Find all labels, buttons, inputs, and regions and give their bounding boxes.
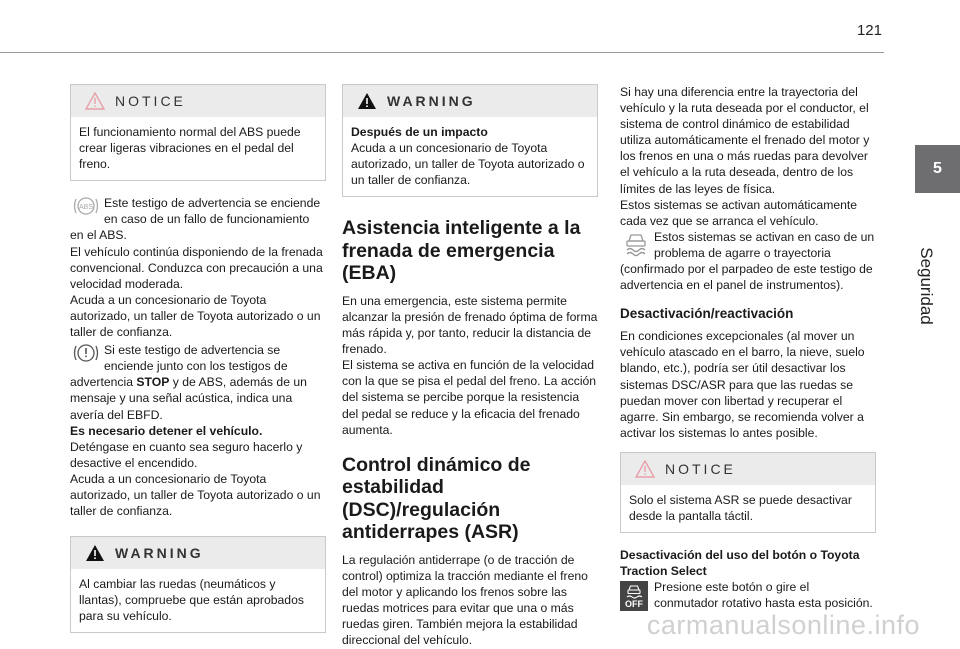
eba-text-2: El sistema se activa en función de la velocidad con la que se pisa el pedal del freno. La acción del sistema se percibe porque la resistencia del pedal se reduce y la eficacia del frenado aumenta.: [342, 358, 597, 437]
brake-warning-light-icon: [70, 342, 102, 372]
page-number: 121: [856, 22, 882, 39]
stop-label: STOP: [136, 375, 170, 390]
abs-warning-text: Este testigo de advertencia se enciende en caso de un fallo de funcionamiento en el ABS.: [70, 196, 321, 243]
dsc-indicator-text: Estos sistemas se activan en caso de un problema de agarre o trayectoria (confirmado por el parpadeo de este testigo de advertencia en el panel de instrumentos).: [620, 229, 875, 293]
watermark-text: carmanualsonline.info: [646, 610, 920, 640]
traction-select-title: Desactivación del uso del botón o Toyota Traction Select: [620, 548, 860, 579]
notice-box-abs: [70, 84, 326, 181]
abs-warning-paragraph: [70, 195, 326, 340]
chapter-number-tab[interactable]: 5: [915, 145, 960, 193]
header-rule: [0, 52, 884, 53]
notice-box-header: [621, 453, 875, 485]
dsc-section-title: Control dinámico de estabilidad (DSC)/regulación antiderrapes (ASR): [342, 453, 531, 544]
notice-title: NOTICE: [665, 460, 736, 477]
warning-box-header: [71, 537, 325, 569]
eba-section-title: Asistencia inteligente a la frenada de emergencia (EBA): [342, 217, 581, 285]
deactivation-title: Desactivación/reactivación: [620, 306, 794, 322]
stop-heading: Es necesario detener el vehículo.: [70, 423, 263, 438]
traction-select-text: Presione este botón o gire el conmutador rotativo hasta esta posición.: [654, 580, 873, 611]
dsc-text: La regulación antiderrape (o de tracción de control) optimiza la tracción mediante el freno del motor y aplicando los frenos sobre las ruedas motrices para evitar que una o más ruedas giren. También mejora la estabilidad direccional del vehículo.: [342, 552, 588, 648]
warning-triangle-icon: [357, 92, 377, 110]
notice-title: NOTICE: [115, 92, 186, 109]
dsc-trajectory-text: Si hay una diferencia entre la trayectoria del vehículo y la ruta deseada por el conductor, el sistema de control dinámico de estabilidad utiliza automáticamente el frenado del motor y los frenos en una o más ruedas para devolver el vehículo a la ruta deseada, dentro de los límites de las leyes de física.: [620, 85, 870, 196]
stability-control-light-icon: [620, 229, 652, 259]
notice-text: El funcionamiento normal del ABS puede crear ligeras vibraciones en el pedal del freno.: [79, 125, 301, 172]
warning-triangle-icon: [85, 544, 105, 562]
dsc-off-button-icon: [620, 581, 648, 611]
traction-select-paragraph: [620, 579, 876, 611]
dsc-indicator-paragraph: [620, 229, 876, 293]
column-2: [342, 84, 598, 648]
warning-box-header: [343, 85, 597, 117]
chapter-title: Seguridad: [917, 247, 936, 325]
impact-heading: Después de un impacto: [351, 125, 488, 139]
svg-text:ABS: ABS: [78, 204, 94, 212]
notice-triangle-icon: [85, 92, 105, 110]
dsc-auto-text: Estos sistemas se activan automáticamente cada vez que se arranca el vehículo.: [620, 197, 858, 228]
stop-text: Deténgase en cuanto sea seguro hacerlo y desactive el encendido.: [70, 439, 303, 470]
warning-box-wheels: [70, 536, 326, 633]
eba-text: En una emergencia, este sistema permite alcanzar la presión de frenado óptima de forma más rápida y, por tanto, reducir la distancia de frenado.: [342, 293, 598, 357]
column-3: [620, 84, 876, 611]
impact-text: Acuda a un concesionario de Toyota autorizado, un taller de Toyota autorizado o un taller de confianza.: [351, 141, 585, 188]
brake-warning-text: Si este testigo de advertencia se enciende junto con los testigos de advertencia STOP y de ABS, además de un mensaje y una señal acústica, indica una avería del EBFD.: [70, 343, 307, 422]
stop-dealer-text: Acuda a un concesionario de Toyota autorizado, un taller de Toyota autorizado o un taller de confianza.: [70, 471, 321, 519]
notice-triangle-icon: [635, 460, 655, 478]
warning-title: WARNING: [387, 92, 476, 109]
warning-box-impact: [342, 84, 598, 197]
abs-conventional-text: El vehículo continúa disponiendo de la frenada convencional. Conduzca con precaución a una velocidad moderada.: [70, 244, 323, 291]
off-label: OFF: [625, 599, 643, 610]
deactivation-text: En condiciones excepcionales (al mover un vehículo atascado en el barro, la nieve, suelo blando, etc.), podría ser útil desactivar los sistemas DSC/ASR para que las ruedas se puedan mover con libertad y recuperar el agarre. Sin embargo, se recomienda volver a activar los sistemas lo antes posible.: [620, 329, 865, 440]
notice-text: Solo el sistema ASR se puede desactivar desde la pantalla táctil.: [629, 492, 852, 523]
notice-box-asr: [620, 452, 876, 533]
brake-warning-paragraph: [70, 342, 326, 519]
warning-title: WARNING: [115, 545, 204, 562]
abs-warning-light-icon: [70, 195, 102, 225]
abs-dealer-text: Acuda a un concesionario de Toyota autorizado, un taller de Toyota autorizado o un taller de confianza.: [70, 292, 321, 340]
column-1: [70, 84, 326, 643]
chapter-side-tab: [884, 0, 960, 649]
warning-text: Al cambiar las ruedas (neumáticos y llantas), compruebe que están aprobados para su vehículo.: [79, 577, 304, 624]
notice-box-header: [71, 85, 325, 117]
